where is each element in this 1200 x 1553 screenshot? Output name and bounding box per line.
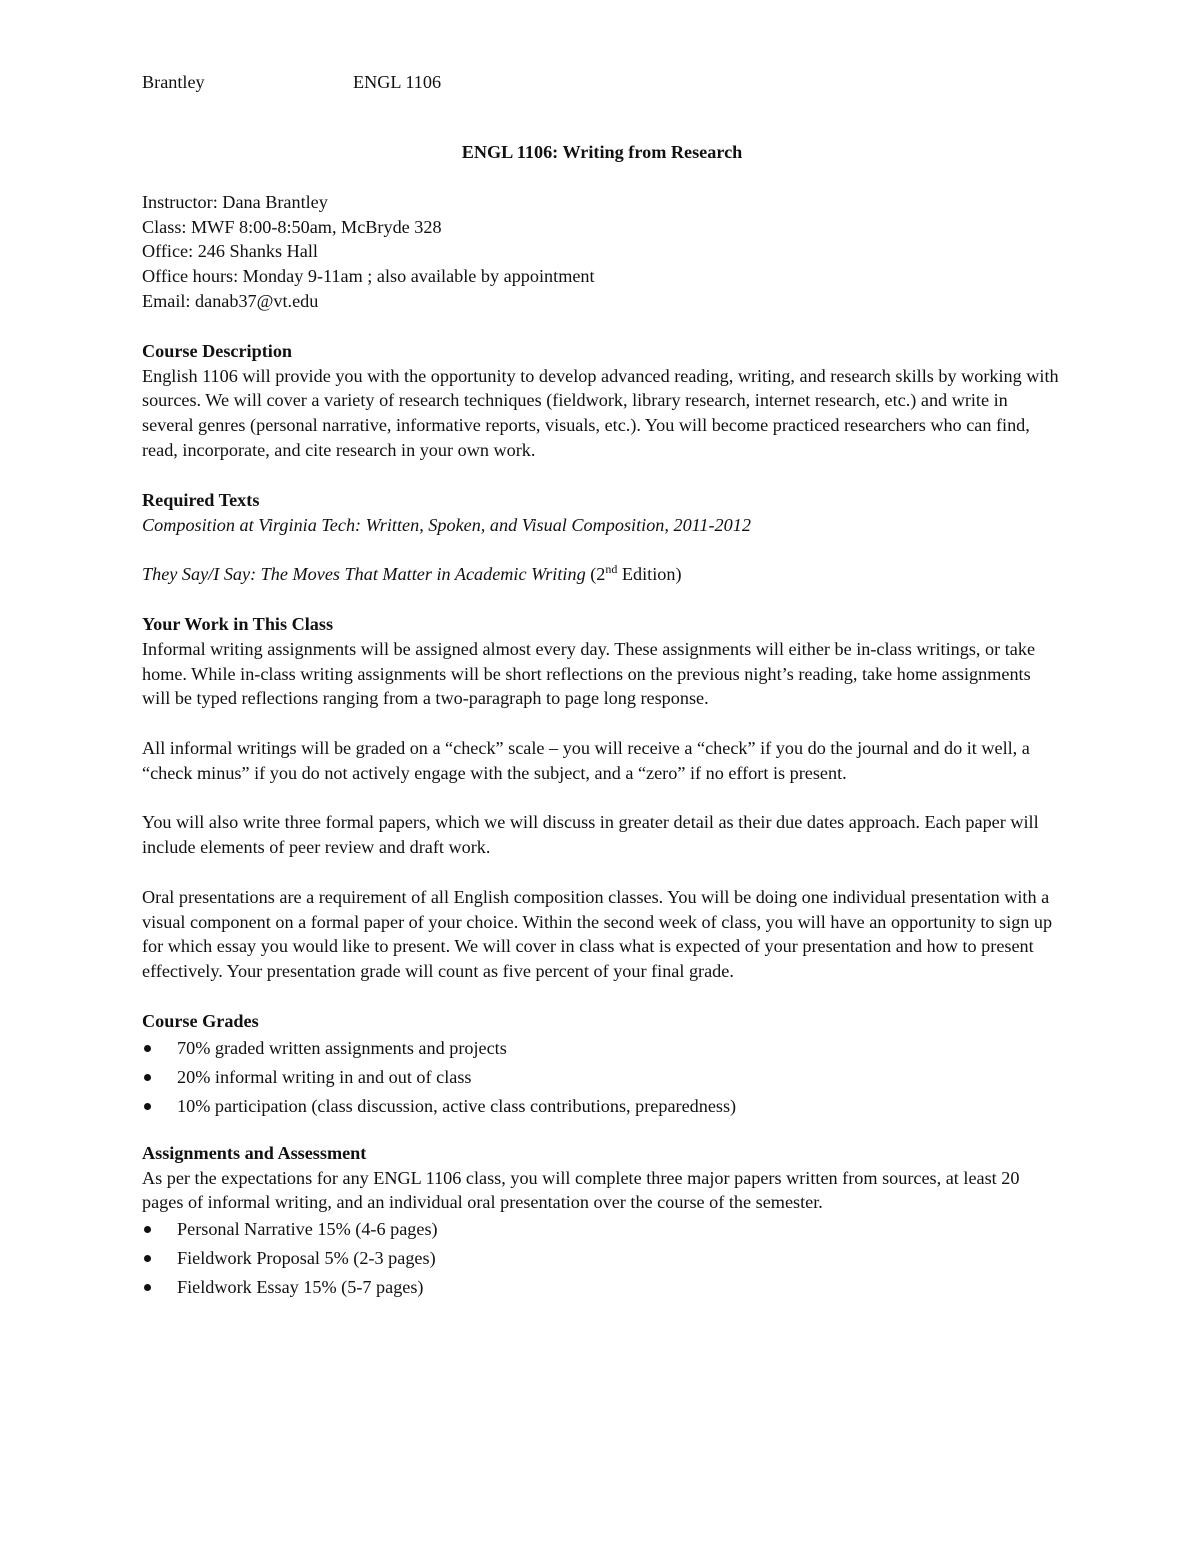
your-work-paragraph: Oral presentations are a requirement of all English composition classes. You will be doing one individual presentation with a visual component on a formal paper of your choice. Within the second week of class, you will have an opportunity to sign up for which essay you would like to present. We will cover in class what is expected of your presentation and how to present effectively. Your presentation grade will count as five percent of your final grade. <box>142 886 1053 982</box>
section-heading: Assignments and Assessment <box>142 1142 367 1163</box>
section-heading: Required Texts <box>142 489 260 510</box>
section-course-grades <box>142 1009 1062 1123</box>
bullet-icon <box>144 1226 151 1233</box>
document-page <box>142 70 1062 1304</box>
assignments-text: As per the expectations for any ENGL 1106 class, you will complete three major papers written from sources, at least 20 pages of informal writing, and an individual oral presentation over the course of the semester. <box>142 1167 1020 1213</box>
section-course-description <box>142 339 1062 463</box>
section-required-texts <box>142 488 1062 587</box>
list-item-text: Fieldwork Proposal 5% (2-3 pages) <box>177 1248 436 1269</box>
your-work-paragraph: You will also write three formal papers, which we will discuss in greater detail as their due dates approach. Each paper will include elements of peer review and draft work. <box>142 812 1039 858</box>
list-item-text: Personal Narrative 15% (4-6 pages) <box>177 1219 438 1240</box>
section-heading: Course Description <box>142 340 293 361</box>
bullet-icon <box>144 1284 151 1291</box>
list-item <box>142 1065 1062 1094</box>
info-instructor: Instructor: Dana Brantley <box>142 191 328 212</box>
required-text-2-edition-post: Edition) <box>617 564 682 585</box>
bullet-icon <box>144 1103 151 1110</box>
assignments-list <box>142 1217 1062 1304</box>
required-text-2-edition-pre: (2 <box>585 564 606 585</box>
course-grades-list <box>142 1036 1062 1123</box>
info-office-hours: Office hours: Monday 9-11am ; also available by appointment <box>142 266 595 287</box>
list-item <box>142 1275 1062 1304</box>
header-course: ENGL 1106 <box>353 72 442 92</box>
header-author: Brantley <box>142 72 205 92</box>
info-office: Office: 246 Shanks Hall <box>142 241 318 262</box>
section-assignments <box>142 1141 1062 1304</box>
info-class: Class: MWF 8:00-8:50am, McBryde 328 <box>142 216 442 237</box>
list-item-text: Fieldwork Essay 15% (5-7 pages) <box>177 1277 424 1298</box>
section-heading: Your Work in This Class <box>142 613 334 634</box>
required-text-2 <box>142 562 1062 587</box>
your-work-paragraph: All informal writings will be graded on a “check” scale – you will receive a “check” if you do the journal and do it well, a “check minus” if you do not actively engage with the subject, and a “zero” if no effort is present. <box>142 737 1030 783</box>
page-header <box>142 70 1062 95</box>
section-heading: Course Grades <box>142 1010 259 1031</box>
document-title: ENGL 1106: Writing from Research <box>461 142 743 162</box>
list-item-text: 20% informal writing in and out of class <box>177 1066 472 1087</box>
bullet-icon <box>144 1045 151 1052</box>
required-text-2-title: They Say/I Say: The Moves That Matter in Academic Writing <box>142 564 586 585</box>
your-work-paragraph: Informal writing assignments will be assigned almost every day. These assignments will either be in-class writings, or take home. While in-class writing assignments will be short reflections on the previous night’s reading, take home assignments will be typed reflections ranging from a two-paragraph to page long response. <box>142 638 1036 709</box>
list-item <box>142 1094 1062 1123</box>
list-item-text: 70% graded written assignments and projects <box>177 1037 507 1058</box>
list-item <box>142 1246 1062 1275</box>
course-description-text: English 1106 will provide you with the opportunity to develop advanced reading, writing, and research skills by working with sources. We will cover a variety of research techniques (fieldwork, library research, internet research, etc.) and write in several genres (personal narrative, informative reports, visuals, etc.). You will become practiced researchers who can find, read, incorporate, and cite research in your own work. <box>142 365 1059 460</box>
list-item <box>142 1036 1062 1065</box>
required-text-1: Composition at Virginia Tech: Written, Spoken, and Visual Composition, 2011-2012 <box>142 514 751 535</box>
section-your-work <box>142 612 1062 984</box>
list-item-text: 10% participation (class discussion, active class contributions, preparedness) <box>177 1095 737 1116</box>
list-item <box>142 1217 1062 1246</box>
required-text-2-edition-sup: nd <box>605 562 618 577</box>
info-email: Email: danab37@vt.edu <box>142 290 319 311</box>
bullet-icon <box>144 1074 151 1081</box>
bullet-icon <box>144 1255 151 1262</box>
instructor-info <box>142 190 1062 314</box>
